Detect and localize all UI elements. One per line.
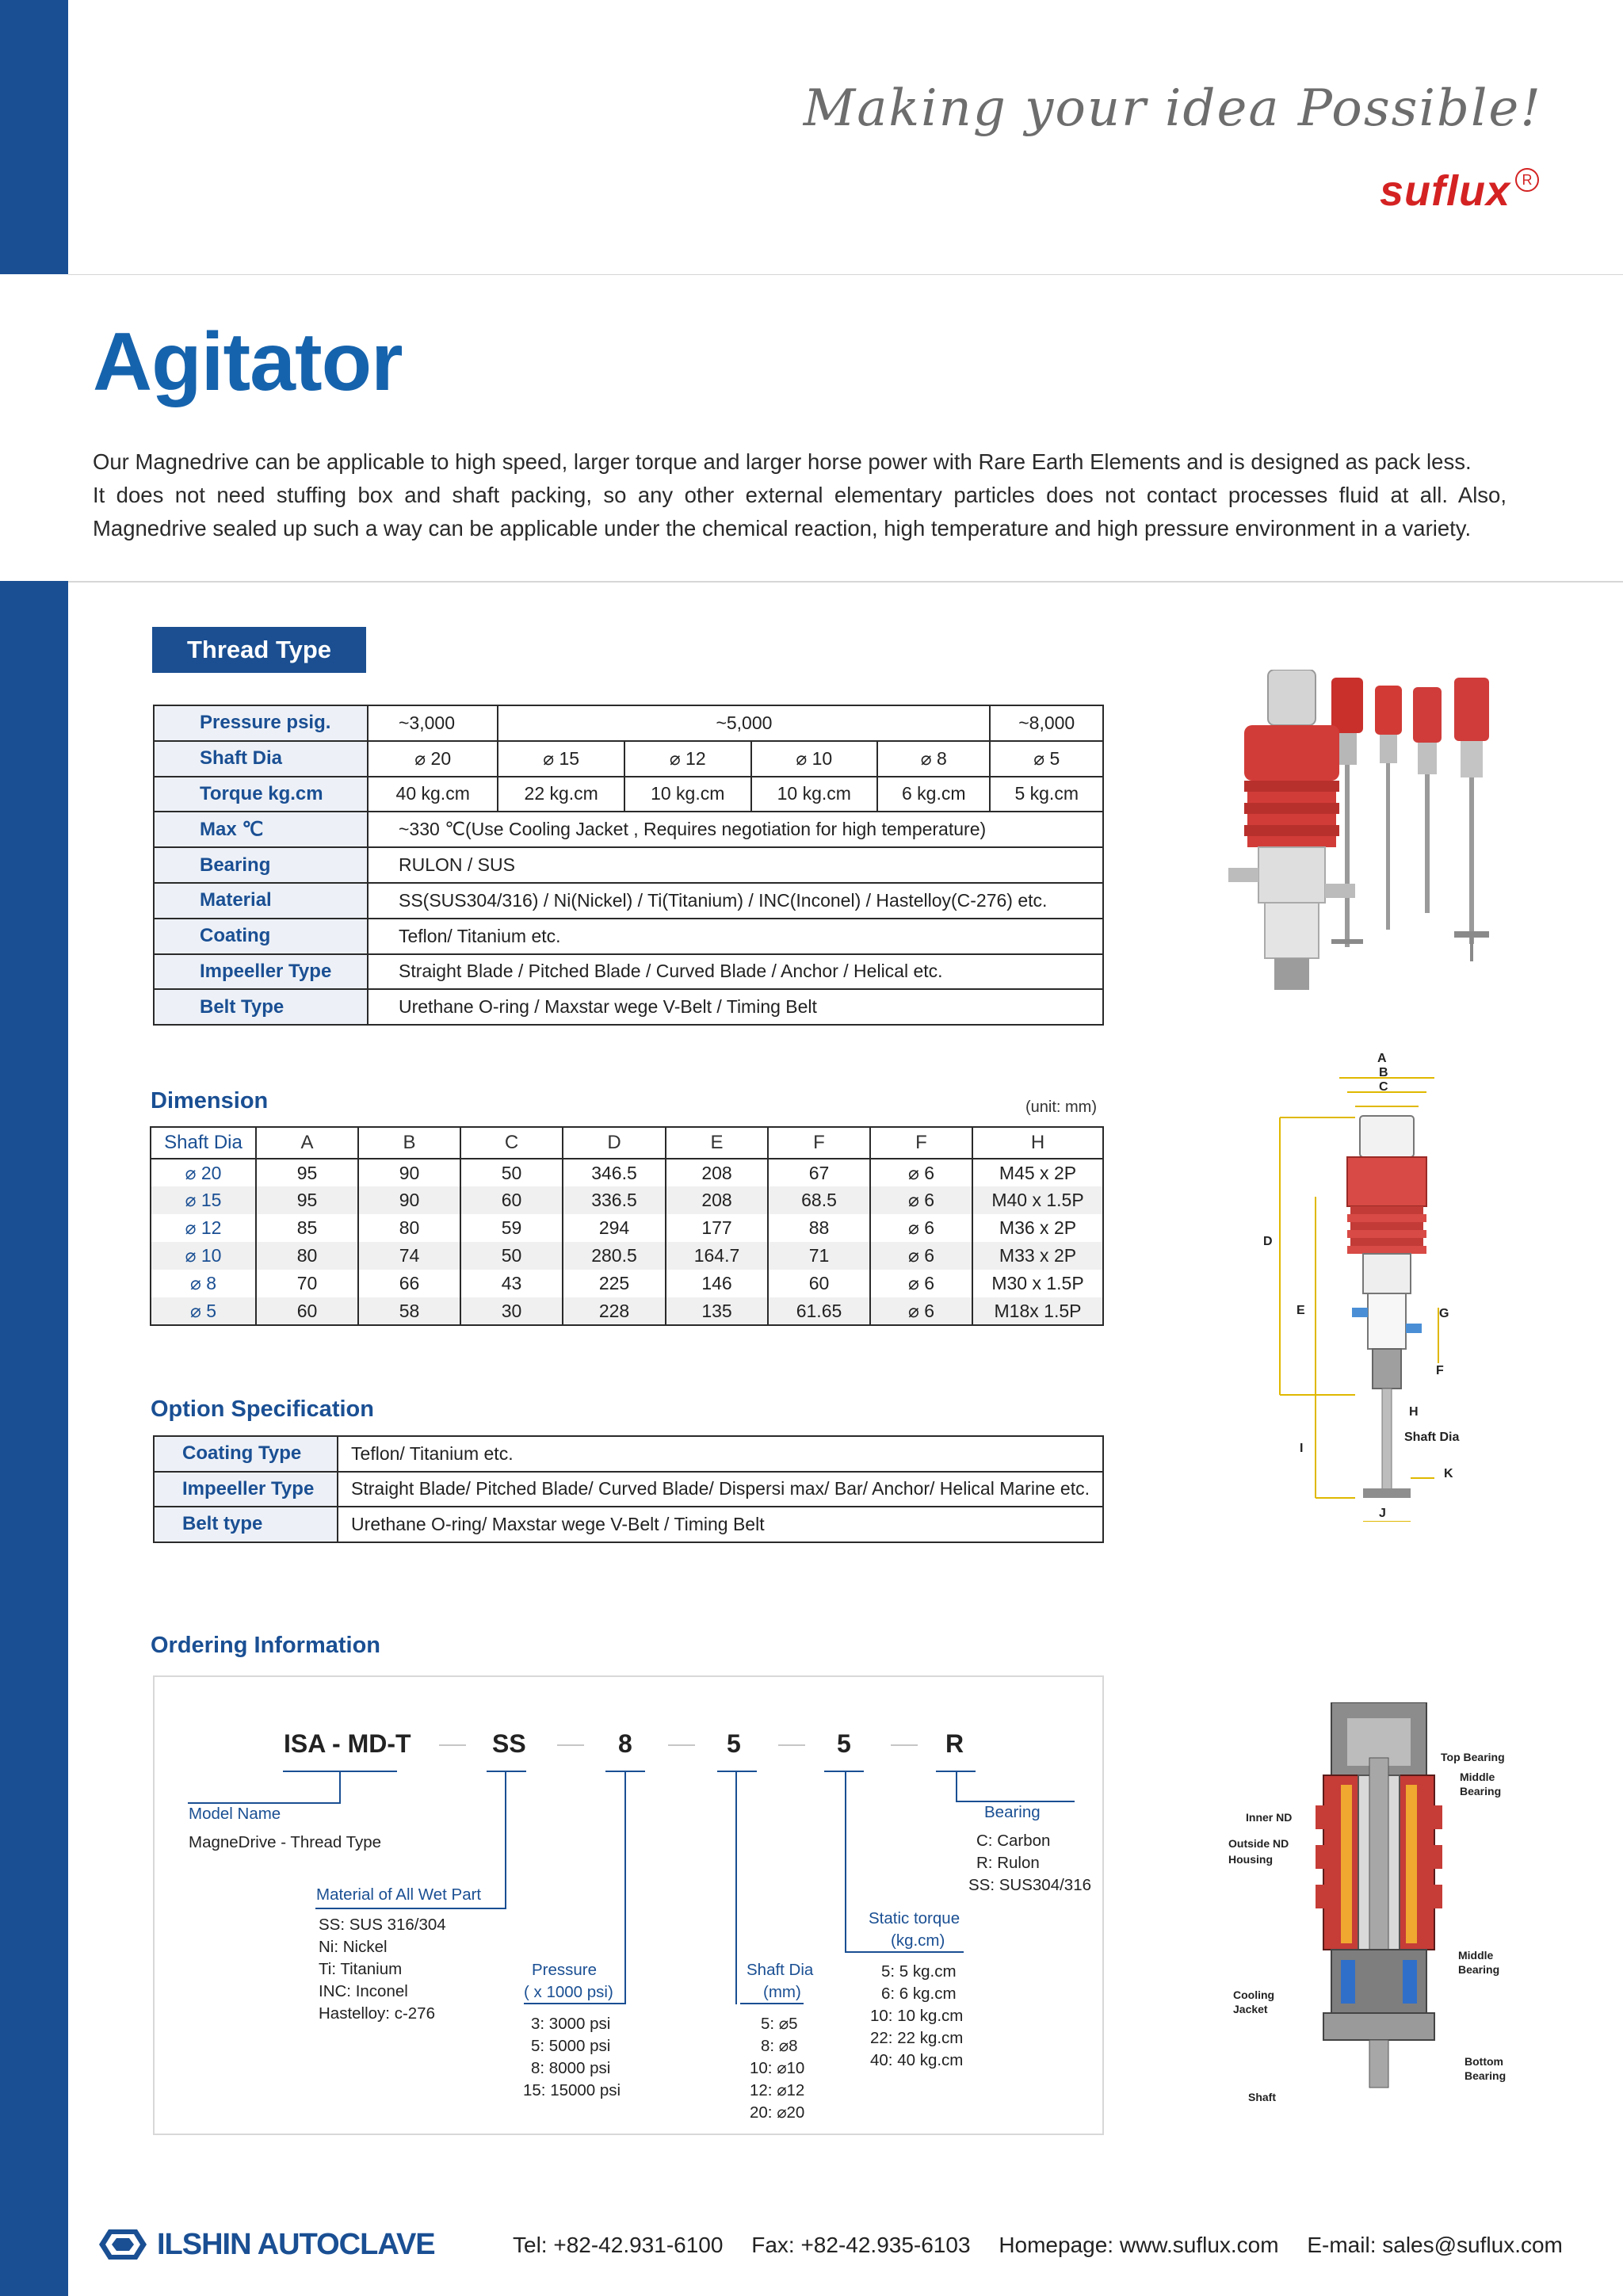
dim-label: D	[1263, 1235, 1273, 1248]
underline-shaft	[717, 1771, 757, 1772]
dim-cell: 336.5	[563, 1186, 666, 1214]
dim-cell: 66	[358, 1270, 460, 1297]
dim-cell: 30	[460, 1297, 563, 1325]
code-model: ISA - MD-T	[284, 1729, 411, 1758]
section-label: Middle Bearing	[1458, 1949, 1500, 1976]
option-row	[154, 1436, 1103, 1472]
dim-cell: M36 x 2P	[972, 1214, 1103, 1242]
spec-row-torque	[154, 777, 1103, 812]
dim-header: A	[256, 1127, 358, 1159]
dim-header: B	[358, 1127, 460, 1159]
section-label: Cooling Jacket	[1233, 1988, 1275, 2015]
dim-label: E	[1296, 1304, 1305, 1317]
code-dash	[668, 1744, 695, 1746]
torque-item: 5: 5 kg.cm	[881, 1962, 957, 1981]
dim-cell: 67	[768, 1159, 870, 1186]
spec-row-coating	[154, 919, 1103, 954]
dim-label: C	[1379, 1080, 1388, 1094]
dim-cell: 90	[358, 1159, 460, 1186]
pressure-item: 3: 3000 psi	[531, 2015, 611, 2033]
homepage-link[interactable]: Homepage: www.suflux.com	[999, 2233, 1279, 2257]
dim-cell: 43	[460, 1270, 563, 1297]
pressure-title: Pressure	[532, 1961, 598, 1979]
contact-info	[513, 2233, 1585, 2258]
dim-cell: 50	[460, 1159, 563, 1186]
dim-cell: 88	[768, 1214, 870, 1242]
dim-shaft-cell: ⌀ 12	[151, 1214, 256, 1242]
bearing-item: R: Rulon	[976, 1854, 1040, 1872]
dim-shaft-cell: ⌀ 8	[151, 1270, 256, 1297]
intro-line-2: It does not need stuffing box and shaft packing, so any other external elementary particles does not contact processes fluid at all. Also,	[93, 483, 1507, 507]
dim-cell: M45 x 2P	[972, 1159, 1103, 1186]
dim-cell: 146	[666, 1270, 768, 1297]
spec-row-material	[154, 883, 1103, 919]
dimension-row	[151, 1186, 1103, 1214]
spec-cell: ~3,000	[368, 705, 498, 741]
intro-line-1: Our Magnedrive can be applicable to high speed, larger torque and larger horse power with Rare Earth Elements and is designed as pack less.	[93, 449, 1472, 474]
dim-cell: ⌀ 6	[870, 1242, 972, 1270]
option-row	[154, 1507, 1103, 1542]
spec-cell: 10 kg.cm	[751, 777, 878, 812]
thread-spec-table	[153, 705, 1104, 1026]
dim-cell: 61.65	[768, 1297, 870, 1325]
torque-item: 6: 6 kg.cm	[881, 1985, 957, 2003]
spec-label: Torque kg.cm	[154, 777, 368, 812]
section-drawing	[1292, 1702, 1466, 2091]
pressure-item: 8: 8000 psi	[531, 2059, 611, 2077]
section-label: Inner ND	[1246, 1811, 1293, 1824]
option-label: Belt type	[154, 1507, 338, 1542]
dim-shaft-cell: ⌀ 15	[151, 1186, 256, 1214]
intro-line-3: Magnedrive sealed up such a way can be applicable under the chemical reaction, high temperature and high pressure environment in a variety.	[93, 516, 1472, 541]
dim-cell: 80	[358, 1214, 460, 1242]
spec-row-belt	[154, 989, 1103, 1025]
dim-label: G	[1439, 1307, 1449, 1320]
registered-mark: R	[1515, 168, 1539, 192]
dim-cell: 68.5	[768, 1186, 870, 1214]
dim-label: B	[1379, 1066, 1388, 1079]
torque-item: 40: 40 kg.cm	[870, 2051, 964, 2069]
torque-title: Static torque	[869, 1909, 960, 1927]
company-logo-icon	[97, 2228, 148, 2261]
dim-label: I	[1300, 1442, 1304, 1455]
dim-header: C	[460, 1127, 563, 1159]
spec-row-bearing	[154, 847, 1103, 883]
dim-shaft-cell: ⌀ 10	[151, 1242, 256, 1270]
shaft-item: 8: ⌀8	[761, 2037, 798, 2055]
dim-cell: 135	[666, 1297, 768, 1325]
dim-cell: M18x 1.5P	[972, 1297, 1103, 1325]
spec-cell: ⌀ 15	[498, 741, 624, 777]
spec-row-pressure	[154, 705, 1103, 741]
dim-header: H	[972, 1127, 1103, 1159]
dim-header: Shaft Dia	[151, 1127, 256, 1159]
spec-cell: ⌀ 8	[877, 741, 990, 777]
page-title: Agitator	[93, 316, 403, 408]
spec-label: Bearing	[154, 847, 368, 883]
option-value: Urethane O-ring/ Maxstar wege V-Belt / Timing Belt	[338, 1507, 1103, 1542]
agitator-product-illustration	[1212, 670, 1514, 1003]
dim-cell: 60	[768, 1270, 870, 1297]
torque-item: 10: 10 kg.cm	[870, 2007, 964, 2025]
spec-cell: Straight Blade / Pitched Blade / Curved Blade / Anchor / Helical etc.	[368, 954, 1103, 990]
option-value: Straight Blade/ Pitched Blade/ Curved Blade/ Dispersi max/ Bar/ Anchor/ Helical Marine etc.	[338, 1472, 1103, 1507]
agitator-unit-small-4	[1454, 678, 1489, 961]
spec-cell: 5 kg.cm	[990, 777, 1103, 812]
spec-cell: SS(SUS304/316) / Ni(Nickel) / Ti(Titanium) / INC(Inconel) / Hastelloy(C-276) etc.	[368, 883, 1103, 919]
dim-header: E	[666, 1127, 768, 1159]
dimension-header-row	[151, 1127, 1103, 1159]
dim-header: F	[768, 1127, 870, 1159]
left-accent-bar-top	[0, 0, 68, 274]
pressure-sub: ( x 1000 psi)	[524, 1983, 613, 2001]
dim-cell: 346.5	[563, 1159, 666, 1186]
dim-cell: 228	[563, 1297, 666, 1325]
brand-logo: suflux	[1379, 167, 1510, 215]
code-bearing: R	[945, 1729, 964, 1758]
torque-item: 22: 22 kg.cm	[870, 2029, 964, 2047]
pressure-item: 15: 15000 psi	[523, 2081, 621, 2099]
dim-cell: 60	[256, 1297, 358, 1325]
underline-torque	[824, 1771, 864, 1772]
underline-material	[487, 1771, 526, 1772]
dim-cell: 90	[358, 1186, 460, 1214]
code-dash	[778, 1744, 805, 1746]
connector-model	[339, 1771, 341, 1802]
model-title: Model Name	[189, 1805, 281, 1823]
spec-cell: ~330 ℃(Use Cooling Jacket , Requires negotiation for high temperature)	[368, 812, 1103, 847]
option-label: Impeeller Type	[154, 1472, 338, 1507]
dim-cell: 280.5	[563, 1242, 666, 1270]
option-label: Coating Type	[154, 1436, 338, 1472]
material-item: SS: SUS 316/304	[319, 1916, 446, 1934]
code-pressure: 8	[618, 1729, 632, 1758]
connector-torque	[845, 1771, 846, 1953]
dim-cell: M40 x 1.5P	[972, 1186, 1103, 1214]
thread-type-badge: Thread Type	[152, 627, 366, 673]
material-item: Hastelloy: c-276	[319, 2004, 435, 2023]
dim-cell: ⌀ 6	[870, 1159, 972, 1186]
spec-cell: 10 kg.cm	[624, 777, 751, 812]
material-title: Material of All Wet Part	[316, 1885, 482, 1904]
dim-cell: ⌀ 6	[870, 1214, 972, 1242]
spec-cell: ~5,000	[498, 705, 990, 741]
spec-label: Material	[154, 883, 368, 919]
dim-cell: 71	[768, 1242, 870, 1270]
option-heading: Option Specification	[151, 1396, 374, 1422]
dim-label: Shaft Dia	[1404, 1431, 1460, 1444]
dim-cell: 74	[358, 1242, 460, 1270]
spec-label: Coating	[154, 919, 368, 954]
bearing-item: SS: SUS304/316	[968, 1876, 1091, 1894]
dim-cell: ⌀ 6	[870, 1186, 972, 1214]
section-label: Bottom Bearing	[1465, 2055, 1507, 2082]
dimension-row	[151, 1214, 1103, 1242]
code-torque: 5	[837, 1729, 851, 1758]
section-label: Shaft	[1248, 2091, 1276, 2103]
option-value: Teflon/ Titanium etc.	[338, 1436, 1103, 1472]
shaft-item: 5: ⌀5	[761, 2015, 798, 2033]
dimension-row	[151, 1297, 1103, 1325]
dimension-row	[151, 1270, 1103, 1297]
dim-cell: 58	[358, 1297, 460, 1325]
dim-label: K	[1444, 1467, 1453, 1480]
spec-cell: ⌀ 20	[368, 741, 498, 777]
spec-cell: 22 kg.cm	[498, 777, 624, 812]
dim-cell: 60	[460, 1186, 563, 1214]
dim-label: J	[1379, 1507, 1386, 1520]
dimension-table	[150, 1126, 1104, 1326]
code-shaft: 5	[727, 1729, 741, 1758]
model-desc: MagneDrive - Thread Type	[189, 1833, 382, 1851]
spec-label: Shaft Dia	[154, 741, 368, 777]
dimension-heading: Dimension	[151, 1088, 269, 1114]
section-label: Middle Bearing	[1460, 1771, 1502, 1797]
agitator-unit-small-2	[1375, 686, 1402, 930]
shaft-item: 20: ⌀20	[750, 2103, 805, 2122]
dim-label: A	[1377, 1052, 1387, 1065]
dim-cell: M30 x 1.5P	[972, 1270, 1103, 1297]
pressure-item: 5: 5000 psi	[531, 2037, 611, 2055]
dim-cell: ⌀ 6	[870, 1270, 972, 1297]
left-accent-bar-bottom	[0, 581, 68, 2296]
material-item: INC: Inconel	[319, 1982, 408, 2000]
shaft-title: Shaft Dia	[747, 1961, 814, 1979]
spec-label: Max ℃	[154, 812, 368, 847]
agitator-unit-small-3	[1413, 687, 1442, 913]
dim-header: F	[870, 1127, 972, 1159]
connector-shaft	[735, 1771, 737, 2004]
spec-row-shaft	[154, 741, 1103, 777]
dimension-drawing	[1244, 1046, 1529, 1522]
section-label: Top Bearing	[1441, 1751, 1505, 1763]
material-item: Ni: Nickel	[319, 1938, 388, 1956]
company-name: ILSHIN AUTOCLAVE	[157, 2228, 435, 2261]
dim-label: H	[1409, 1405, 1419, 1419]
bearing-title: Bearing	[984, 1803, 1041, 1821]
bracket-shaft-joint	[740, 2003, 742, 2004]
dim-shaft-cell: ⌀ 20	[151, 1159, 256, 1186]
dim-header: D	[563, 1127, 666, 1159]
dim-cell: 294	[563, 1214, 666, 1242]
torque-sub: (kg.cm)	[891, 1931, 945, 1950]
dim-cell: 177	[666, 1214, 768, 1242]
dim-cell: 225	[563, 1270, 666, 1297]
material-item: Ti: Titanium	[319, 1960, 403, 1978]
dim-cell: 95	[256, 1159, 358, 1186]
dim-cell: 208	[666, 1159, 768, 1186]
ordering-heading: Ordering Information	[151, 1633, 380, 1658]
dimension-unit: (unit: mm)	[1025, 1098, 1097, 1116]
dim-cell: M33 x 2P	[972, 1242, 1103, 1270]
spec-cell: 40 kg.cm	[368, 777, 498, 812]
spec-label: Belt Type	[154, 989, 368, 1025]
dim-cell: 95	[256, 1186, 358, 1214]
dim-cell: 164.7	[666, 1242, 768, 1270]
connector-pressure	[624, 1771, 626, 2004]
dim-cell: 59	[460, 1214, 563, 1242]
dim-cell: 80	[256, 1242, 358, 1270]
spec-row-impeller	[154, 954, 1103, 990]
option-row	[154, 1472, 1103, 1507]
spec-cell: ⌀ 10	[751, 741, 878, 777]
dim-label: F	[1436, 1364, 1444, 1377]
dim-cell: ⌀ 6	[870, 1297, 972, 1325]
dimension-row	[151, 1242, 1103, 1270]
code-dash	[891, 1744, 918, 1746]
dim-cell: 208	[666, 1186, 768, 1214]
dimension-row	[151, 1159, 1103, 1186]
bearing-item: C: Carbon	[976, 1832, 1051, 1850]
spec-cell: ⌀ 12	[624, 741, 751, 777]
code-dash	[439, 1744, 466, 1746]
spec-cell: RULON / SUS	[368, 847, 1103, 883]
spec-label: Pressure psig.	[154, 705, 368, 741]
intro-divider	[68, 581, 1623, 583]
spec-row-max	[154, 812, 1103, 847]
spec-cell: 6 kg.cm	[877, 777, 990, 812]
header-divider	[68, 274, 1623, 275]
shaft-sub: (mm)	[763, 1983, 801, 2001]
slogan: Making your idea Possible!	[803, 79, 1542, 138]
code-dash	[557, 1744, 584, 1746]
code-material: SS	[492, 1729, 526, 1758]
option-table	[153, 1435, 1104, 1543]
shaft-item: 12: ⌀12	[750, 2081, 805, 2099]
email-link[interactable]: E-mail: sales@suflux.com	[1307, 2233, 1563, 2257]
spec-cell: ~8,000	[990, 705, 1103, 741]
bracket-material	[315, 1908, 506, 1909]
spec-cell: Urethane O-ring / Maxstar wege V-Belt / Timing Belt	[368, 989, 1103, 1025]
connector-bearing	[956, 1771, 957, 1802]
dim-cell: 50	[460, 1242, 563, 1270]
spec-cell: ⌀ 5	[990, 741, 1103, 777]
spec-cell: Teflon/ Titanium etc.	[368, 919, 1103, 954]
connector-material	[505, 1771, 506, 1909]
dim-cell: 85	[256, 1214, 358, 1242]
dim-shaft-cell: ⌀ 5	[151, 1297, 256, 1325]
phone-number: Tel: +82-42.931-6100	[513, 2233, 724, 2257]
fax-number: Fax: +82-42.935-6103	[751, 2233, 971, 2257]
section-label: Outside ND Housing	[1228, 1837, 1289, 1866]
dim-cell: 70	[256, 1270, 358, 1297]
spec-label: Impeeller Type	[154, 954, 368, 990]
shaft-item: 10: ⌀10	[750, 2059, 805, 2077]
